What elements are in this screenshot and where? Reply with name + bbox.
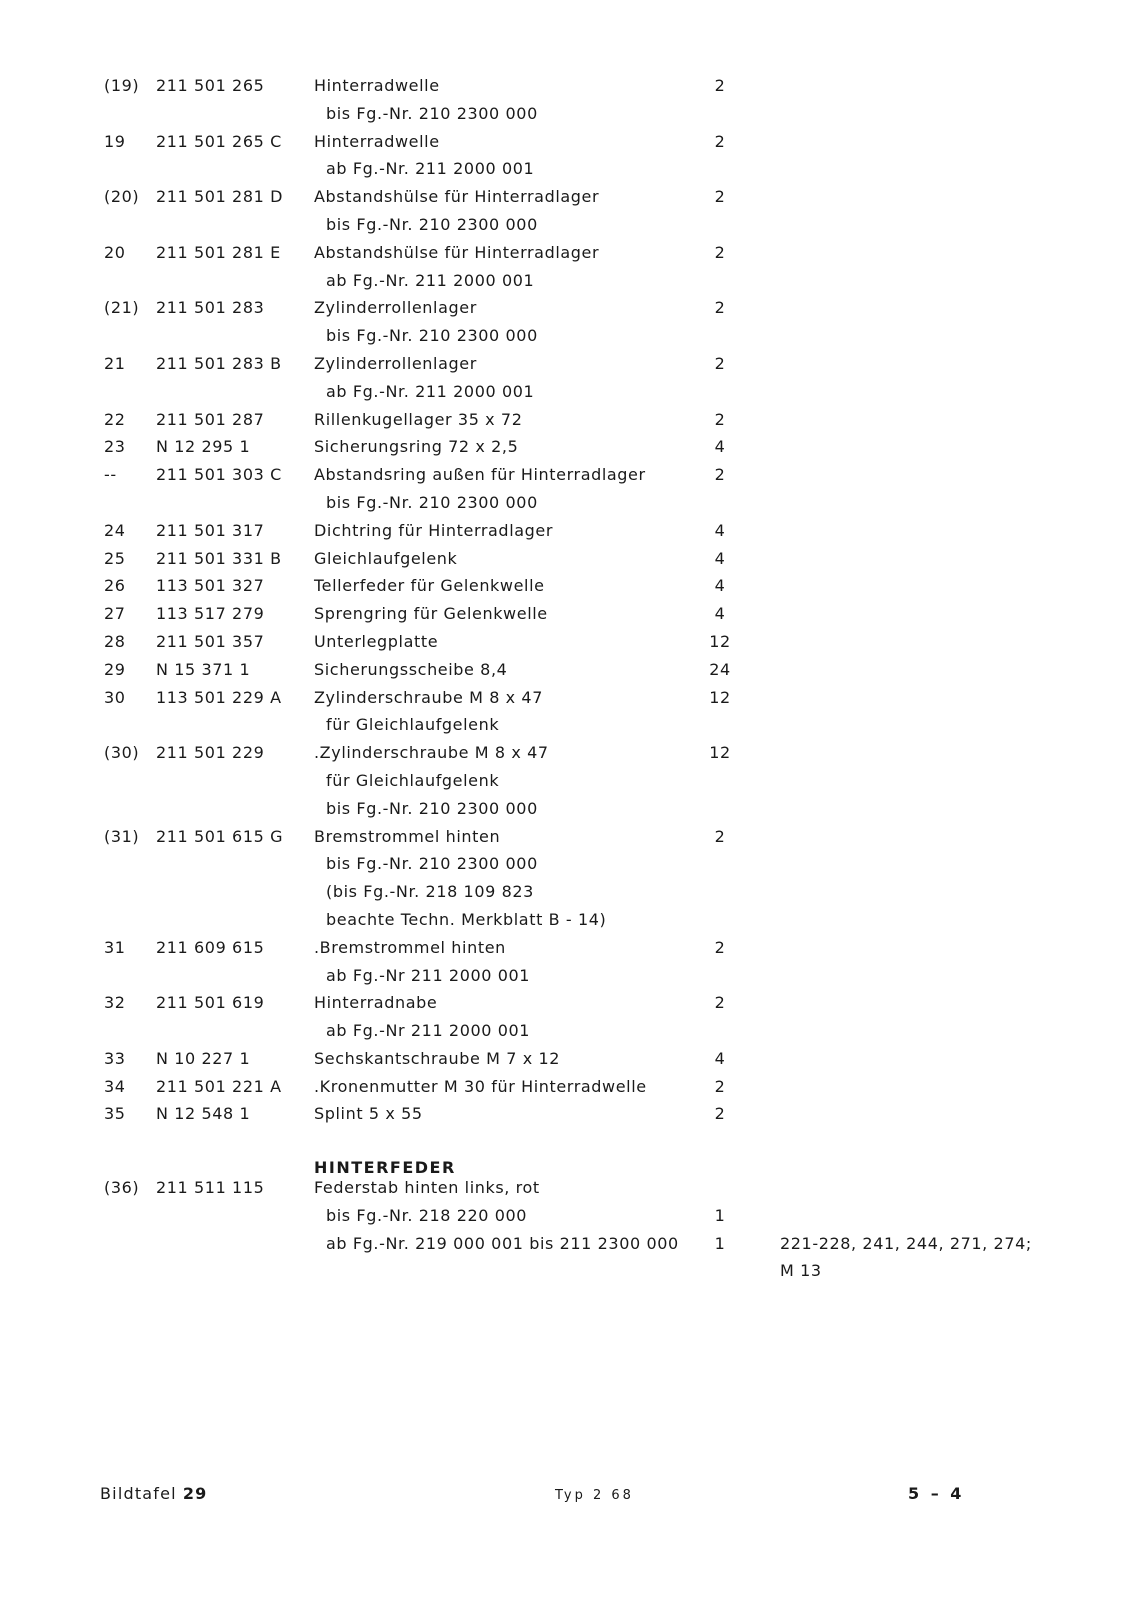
table-row — [0, 602, 1137, 630]
description: ab Fg.-Nr. 211 2000 001 — [326, 270, 535, 290]
quantity: 2 — [714, 298, 726, 318]
table-row — [0, 991, 1137, 1019]
quantity: 2 — [714, 76, 726, 95]
position-number: 21 — [104, 353, 126, 373]
position-number: 30 — [104, 687, 126, 707]
table-row — [0, 269, 1137, 297]
position-number: 25 — [104, 548, 126, 568]
table-row — [0, 1047, 1137, 1075]
table-row — [0, 936, 1137, 964]
quantity: 2 — [714, 409, 726, 429]
table-row — [0, 491, 1137, 519]
table-row — [0, 435, 1137, 463]
description: für Gleichlaufgelenk — [326, 770, 500, 790]
section-heading-row — [0, 1148, 1137, 1176]
description: ab Fg.-Nr. 219 000 001 bis 211 2300 000 — [326, 1233, 679, 1253]
plate-label: Bildtafel — [100, 1484, 177, 1503]
part-number: 211 501 265 C — [156, 131, 282, 151]
quantity: 24 — [709, 659, 731, 679]
description: Zylinderschraube M 8 x 47 — [314, 687, 543, 707]
part-number: 113 501 327 — [156, 576, 265, 596]
description: Abstandshülse für Hinterradlager — [314, 187, 600, 207]
table-row — [0, 519, 1137, 547]
table-row — [0, 908, 1137, 936]
part-number: 211 511 115 — [156, 1178, 265, 1198]
part-number: 211 501 619 — [156, 993, 265, 1013]
quantity: 2 — [714, 1104, 726, 1124]
position-number: 22 — [104, 409, 126, 429]
part-number: 211 501 281 E — [156, 242, 281, 262]
table-row — [0, 463, 1137, 491]
table-row — [0, 352, 1137, 380]
part-number: 211 501 229 — [156, 743, 265, 763]
description: Gleichlaufgelenk — [314, 548, 458, 568]
description: Sicherungsring 72 x 2,5 — [314, 437, 519, 457]
table-row — [0, 1102, 1137, 1130]
table-row — [0, 74, 1137, 102]
part-number: 211 501 281 D — [156, 187, 283, 207]
description: für Gleichlaufgelenk — [326, 715, 500, 735]
position-number: 34 — [104, 1076, 126, 1096]
description: bis Fg.-Nr. 210 2300 000 — [326, 492, 538, 512]
description: bis Fg.-Nr. 210 2300 000 — [326, 214, 538, 234]
table-row — [0, 1232, 1137, 1260]
part-number: N 10 227 1 — [156, 1048, 251, 1068]
quantity: 12 — [709, 687, 731, 707]
description: Hinterradwelle — [314, 76, 440, 95]
table-row — [0, 157, 1137, 185]
plate-number: 29 — [182, 1484, 208, 1503]
quantity: 2 — [714, 937, 726, 957]
description: beachte Techn. Merkblatt B - 14) — [326, 909, 607, 929]
table-row — [0, 574, 1137, 602]
position-number: 33 — [104, 1048, 126, 1068]
quantity: 2 — [714, 131, 726, 151]
part-number: N 12 295 1 — [156, 437, 251, 457]
description: Abstandsring außen für Hinterradlager — [314, 465, 646, 485]
description: (bis Fg.-Nr. 218 109 823 — [326, 882, 534, 902]
table-row — [0, 185, 1137, 213]
table-row — [0, 880, 1137, 908]
part-number: 211 501 221 A — [156, 1076, 282, 1096]
remark: M 13 — [780, 1261, 822, 1281]
part-number: N 12 548 1 — [156, 1104, 251, 1124]
description: Sicherungsscheibe 8,4 — [314, 659, 508, 679]
position-number: 19 — [104, 131, 126, 151]
description: Hinterradwelle — [314, 131, 440, 151]
quantity: 2 — [714, 242, 726, 262]
page-number: 5 – 4 — [908, 1484, 965, 1503]
part-number: 211 501 331 B — [156, 548, 282, 568]
description: ab Fg.-Nr 211 2000 001 — [326, 1021, 531, 1041]
position-number: (19) — [104, 76, 140, 95]
table-row — [0, 1259, 1137, 1287]
table-row — [0, 658, 1137, 686]
position-number: 31 — [104, 937, 126, 957]
description: Abstandshülse für Hinterradlager — [314, 242, 600, 262]
quantity: 2 — [714, 1076, 726, 1096]
part-number: 211 501 303 C — [156, 465, 282, 485]
quantity: 4 — [714, 520, 726, 540]
position-number: 35 — [104, 1104, 126, 1124]
position-number: (36) — [104, 1178, 140, 1198]
position-number: 24 — [104, 520, 126, 540]
description: ab Fg.-Nr. 211 2000 001 — [326, 381, 535, 401]
table-row — [0, 130, 1137, 158]
description: .Kronenmutter M 30 für Hinterradwelle — [314, 1076, 647, 1096]
page-footer — [0, 1484, 1137, 1508]
part-number: 211 501 317 — [156, 520, 265, 540]
description: Zylinderrollenlager — [314, 298, 477, 318]
table-row — [0, 547, 1137, 575]
section-heading: HINTERFEDER — [314, 1158, 456, 1178]
table-row — [0, 852, 1137, 880]
position-number: 26 — [104, 576, 126, 596]
position-number: 28 — [104, 631, 126, 651]
parts-table — [0, 74, 1137, 1287]
position-number: (21) — [104, 298, 140, 318]
description: Unterlegplatte — [314, 631, 439, 651]
table-row — [0, 686, 1137, 714]
description: Splint 5 x 55 — [314, 1104, 423, 1124]
part-number: N 15 371 1 — [156, 659, 251, 679]
position-number: 29 — [104, 659, 126, 679]
description: bis Fg.-Nr. 210 2300 000 — [326, 854, 538, 874]
spacer-row — [0, 1130, 1137, 1148]
position-number: (20) — [104, 187, 140, 207]
description: Hinterradnabe — [314, 993, 438, 1013]
description: bis Fg.-Nr. 210 2300 000 — [326, 103, 538, 123]
quantity: 4 — [714, 576, 726, 596]
part-number: 211 501 283 B — [156, 353, 282, 373]
part-number: 113 501 229 A — [156, 687, 282, 707]
quantity: 4 — [714, 1048, 726, 1068]
position-number: 20 — [104, 242, 126, 262]
quantity: 2 — [714, 187, 726, 207]
quantity: 2 — [714, 465, 726, 485]
description: Dichtring für Hinterradlager — [314, 520, 554, 540]
plate-reference — [100, 1484, 208, 1503]
quantity: 4 — [714, 548, 726, 568]
position-number: -- — [104, 465, 117, 485]
table-row — [0, 769, 1137, 797]
part-number: 211 501 615 G — [156, 826, 284, 846]
description: ab Fg.-Nr. 211 2000 001 — [326, 159, 535, 179]
quantity: 2 — [714, 826, 726, 846]
table-row — [0, 741, 1137, 769]
position-number: 32 — [104, 993, 126, 1013]
remark: 221-228, 241, 244, 271, 274; — [780, 1233, 1032, 1253]
table-row — [0, 324, 1137, 352]
table-row — [0, 797, 1137, 825]
description: Sechskantschraube M 7 x 12 — [314, 1048, 561, 1068]
table-row — [0, 213, 1137, 241]
table-row — [0, 1019, 1137, 1047]
description: Zylinderrollenlager — [314, 353, 477, 373]
table-row — [0, 630, 1137, 658]
part-number: 211 501 265 — [156, 76, 265, 95]
table-row — [0, 713, 1137, 741]
table-row — [0, 102, 1137, 130]
quantity: 4 — [714, 604, 726, 624]
position-number: (30) — [104, 743, 140, 763]
description: bis Fg.-Nr. 210 2300 000 — [326, 798, 538, 818]
table-row — [0, 1075, 1137, 1103]
part-number: 211 501 283 — [156, 298, 265, 318]
description: .Bremstrommel hinten — [314, 937, 506, 957]
description: Bremstrommel hinten — [314, 826, 501, 846]
description: Rillenkugellager 35 x 72 — [314, 409, 523, 429]
table-row — [0, 825, 1137, 853]
quantity: 12 — [709, 631, 731, 651]
part-number: 113 517 279 — [156, 604, 265, 624]
table-row — [0, 241, 1137, 269]
quantity: 4 — [714, 437, 726, 457]
vehicle-type: Typ 2 68 — [555, 1488, 634, 1503]
table-row — [0, 296, 1137, 324]
position-number: (31) — [104, 826, 140, 846]
description: bis Fg.-Nr. 210 2300 000 — [326, 326, 538, 346]
part-number: 211 501 287 — [156, 409, 265, 429]
part-number: 211 501 357 — [156, 631, 265, 651]
quantity: 12 — [709, 743, 731, 763]
quantity: 1 — [714, 1205, 726, 1225]
description: Federstab hinten links, rot — [314, 1178, 540, 1198]
quantity: 1 — [714, 1233, 726, 1253]
table-row — [0, 964, 1137, 992]
table-row — [0, 380, 1137, 408]
description: Sprengring für Gelenkwelle — [314, 604, 548, 624]
quantity: 2 — [714, 993, 726, 1013]
part-number: 211 609 615 — [156, 937, 265, 957]
table-row — [0, 408, 1137, 436]
position-number: 23 — [104, 437, 126, 457]
table-row — [0, 1176, 1137, 1204]
description: .Zylinderschraube M 8 x 47 — [314, 743, 549, 763]
description: bis Fg.-Nr. 218 220 000 — [326, 1205, 528, 1225]
description: ab Fg.-Nr 211 2000 001 — [326, 965, 531, 985]
quantity: 2 — [714, 353, 726, 373]
table-row — [0, 1204, 1137, 1232]
description: Tellerfeder für Gelenkwelle — [314, 576, 545, 596]
position-number: 27 — [104, 604, 126, 624]
